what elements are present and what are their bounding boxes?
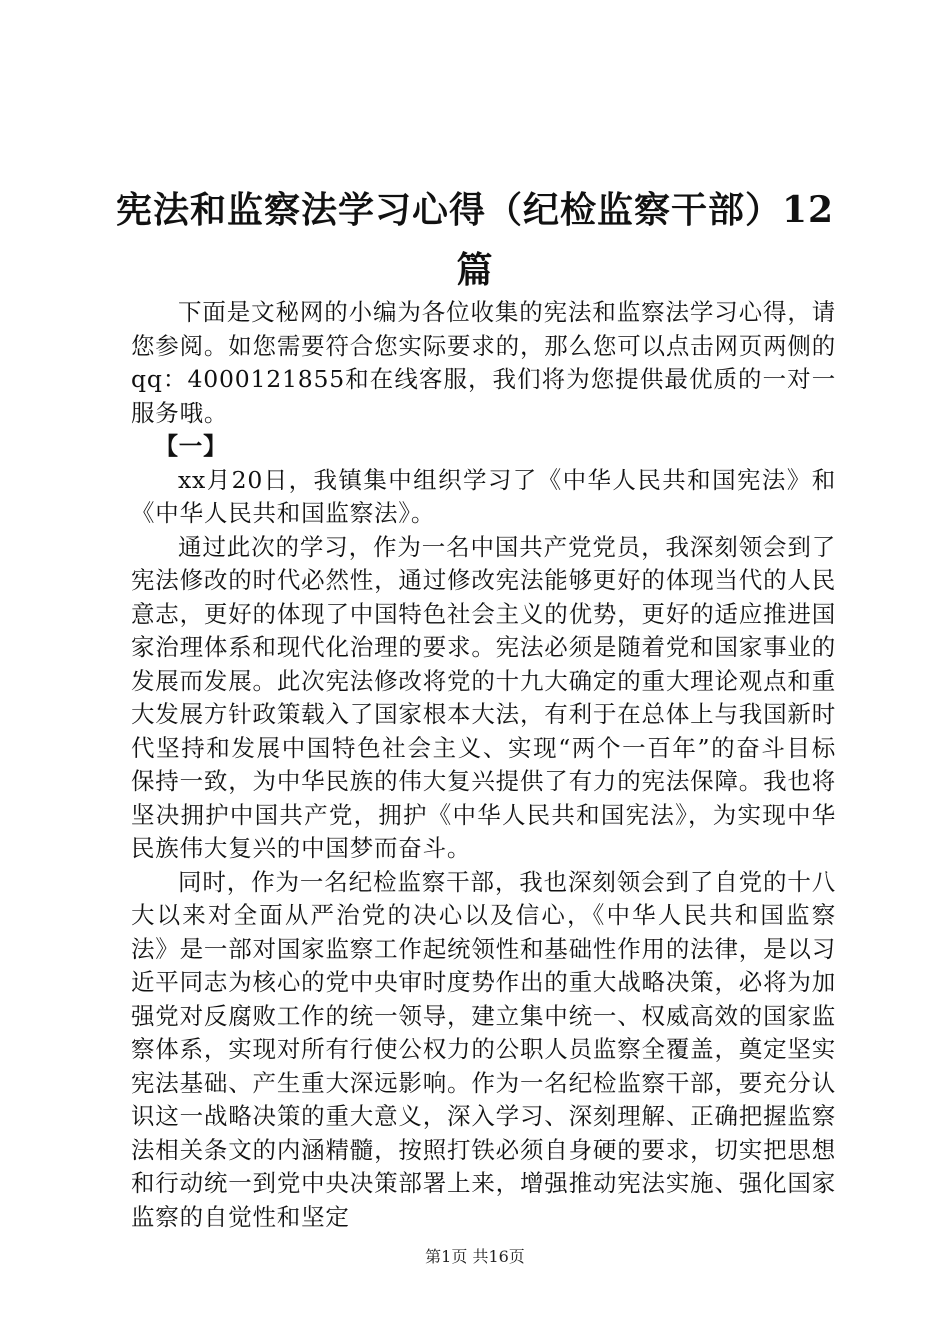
body-paragraph: 通过此次的学习，作为一名中国共产党党员，我深刻领会到了宪法修改的时代必然性，通过修改宪法能够更好的体现当代的人民意志，更好的体现了中国特色社会主义的优势，更好的适应推进国家治理体系和现代化治理的要求。宪法必须是随着党和国家事业的发展而发展。此次宪法修改将党的十九大确定的重大理论观点和重大发展方针政策载入了国家根本大法，有利于在总体上与我国新时代坚持和发展中国特色社会主义、实现“两个一百年”的奋斗目标保持一致，为中华民族的伟大复兴提供了有力的宪法保障。我也将坚决拥护中国共产党，拥护《中华人民共和国宪法》，为实现中华民族伟大复兴的中国梦而奋斗。 xyxy=(131,532,836,862)
document-body xyxy=(131,296,836,1234)
body-paragraph: xx月20日，我镇集中组织学习了《中华人民共和国宪法》和《中华人民共和国监察法》。 xyxy=(131,465,836,527)
section-heading: 【一】 xyxy=(154,432,228,460)
intro-paragraph: 下面是文秘网的小编为各位收集的宪法和监察法学习心得，请您参阅。如您需要符合您实际要求的，那么您可以点击网页两侧的qq：4000121855和在线客服，我们将为您提供最优质的一对一服务哦。 xyxy=(131,298,836,427)
document-title: 宪法和监察法学习心得（纪检监察干部）12篇 xyxy=(115,189,835,291)
body-paragraph: 同时，作为一名纪检监察干部，我也深刻领会到了自党的十八大以来对全面从严治党的决心以及信心，《中华人民共和国监察法》是一部对国家监察工作起统领性和基础性作用的法律，是以习近平同志为核心的党中央审时度势作出的重大战略决策，必将为加强党对反腐败工作的统一领导，建立集中统一、权威高效的国家监察体系，实现对所有行使公权力的公职人员监察全覆盖，奠定坚实宪法基础、产生重大深远影响。作为一名纪检监察干部，要充分认识这一战略决策的重大意义，深入学习、深刻理解、正确把握监察法相关条文的内涵精髓，按照打铁必须自身硬的要求，切实把思想和行动统一到党中央决策部署上来，增强推动宪法实施、强化国家监察的自觉性和坚定 xyxy=(131,867,836,1231)
page-footer: 第1页 共16页 xyxy=(425,1247,525,1266)
